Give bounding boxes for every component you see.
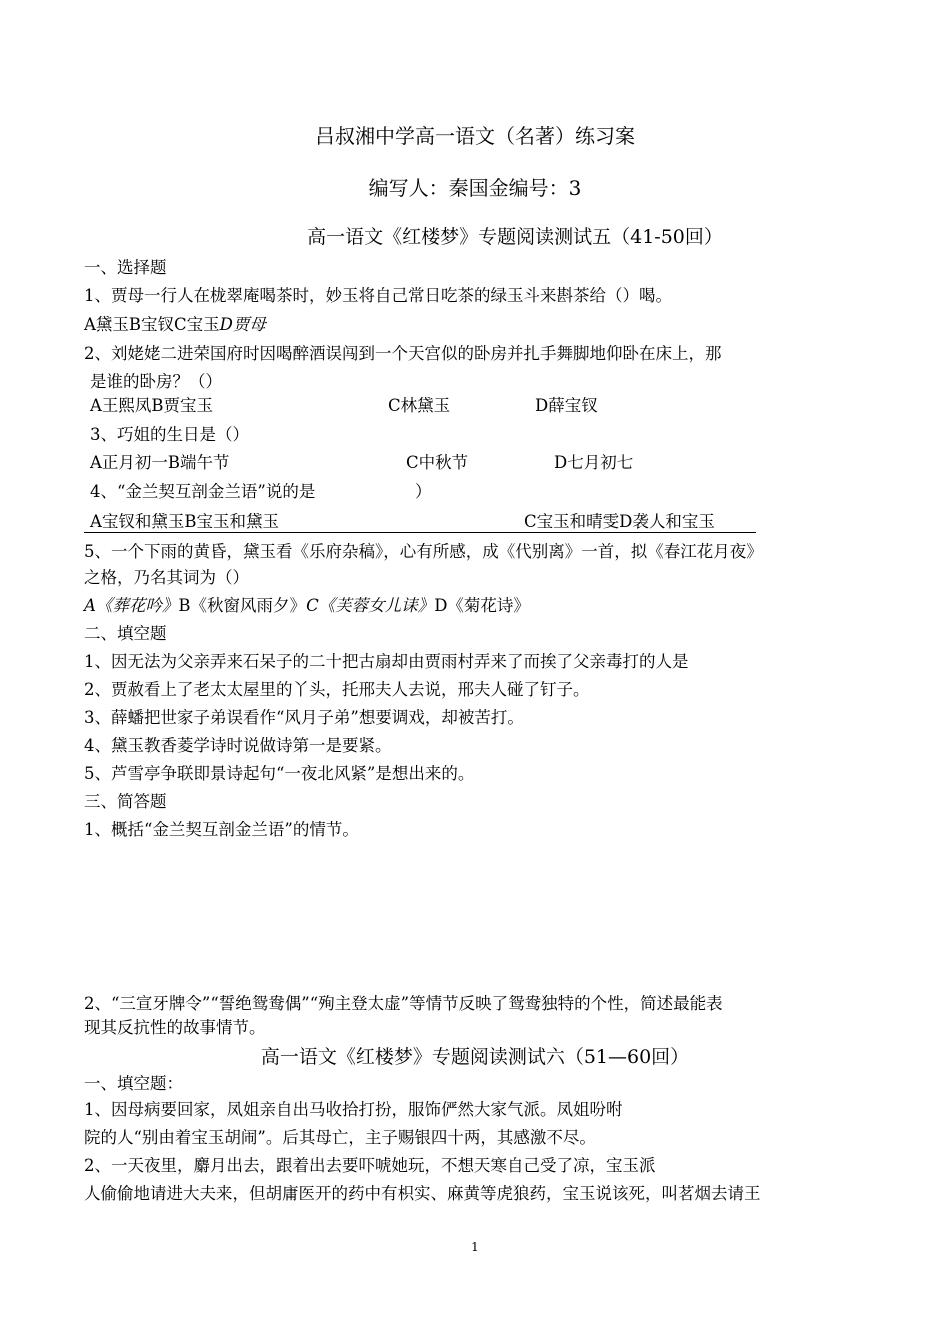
test6-fill-1-line2: 院的人“别由着宝玉胡闹”。后其母亡，主子赐银四十两，其感激不尽。 <box>84 1128 596 1147</box>
q5-option-c: C《芙蓉女儿诔》 <box>306 596 435 615</box>
test5-fill-1: 1、因无法为父亲弄来石呆子的二十把古扇却由贾雨村弄来了而挨了父亲毒打的人是 <box>84 652 689 671</box>
test5-short-2-line1: 2、“三宣牙牌令”“誓绝鸳鸯偶”“殉主登太虚”等情节反映了鸳鸯独特的个性，简述最能表 <box>84 994 723 1013</box>
q5-option-d: D《菊花诗》 <box>434 596 530 615</box>
test5-short-1: 1、概括“金兰契互剖金兰语”的情节。 <box>84 820 359 839</box>
test5-fill-4: 4、黛玉教香菱学诗时说做诗第一是要紧。 <box>84 736 392 755</box>
test6-title: 高一语文《红楼梦》专题阅读测试六（51—60回） <box>260 1046 690 1068</box>
test5-section-short: 三、简答题 <box>84 792 167 811</box>
test5-title: 高一语文《红楼梦》专题阅读测试五（41-50回） <box>307 226 723 248</box>
school-title: 吕叔湘中学高一语文（名著）练习案 <box>315 124 635 148</box>
test6-fill-2-line2: 人偷偷地请进大夫来，但胡庸医开的药中有枳实、麻黄等虎狼药，宝玉说该死，叫茗烟去请王 <box>84 1184 761 1203</box>
test6-fill-2-line1: 2、一天夜里，麝月出去，跟着出去要吓唬她玩，不想天寒自己受了凉，宝玉派 <box>84 1156 656 1175</box>
test5-q2-line1: 2、刘姥姥二进荣国府时因喝醉酒误闯到一个天宫似的卧房并扎手舞脚地仰卧在床上，那 <box>84 344 722 363</box>
test5-q4-option-ab: A宝钗和黛玉B宝玉和黛玉 <box>90 512 280 531</box>
test5-q3-option-ab: A正月初一B端午节 <box>90 453 230 472</box>
q1-option-d: D贾母 <box>219 315 266 334</box>
test5-q1-options <box>84 313 266 337</box>
test5-section-fill: 二、填空题 <box>84 624 167 643</box>
q1-options-abc: A黛玉B宝钗C宝玉 <box>84 315 220 334</box>
test5-fill-2: 2、贾赦看上了老太太屋里的丫头，托邢夫人去说，邢夫人碰了钉子。 <box>84 680 590 699</box>
test5-q1: 1、贾母一行人在栊翠庵喝茶时，妙玉将自己常日吃茶的绿玉斗来斟茶给（）喝。 <box>84 286 672 305</box>
test6-fill-1-line1: 1、因母病要回家，凤姐亲自出马收拾打扮，服饰俨然大家气派。凤姐吩咐 <box>84 1100 623 1119</box>
q5-option-a: A《葬花吟》 <box>84 596 179 615</box>
test5-q5-line1: 5、一个下雨的黄昏，黛玉看《乐府杂稿》，心有所感，成《代别离》一首，拟《春江花月夜》 <box>84 542 763 561</box>
test5-q2-line2: 是谁的卧房？（） <box>90 372 222 391</box>
page-number: 1 <box>471 1240 479 1254</box>
test5-q4: 4、“金兰契互剖金兰语”说的是 <box>90 482 316 501</box>
test5-q2-option-ab: A王熙凤B贾宝玉 <box>90 396 214 415</box>
test5-q3-option-c: C中秋节 <box>406 453 469 472</box>
test5-q4-paren: ） <box>415 482 432 501</box>
test5-q4-option-cd: C宝玉和晴雯D袭人和宝玉 <box>524 512 715 531</box>
test5-short-2-line2: 现其反抗性的故事情节。 <box>84 1018 266 1037</box>
test5-q3-option-d: D七月初七 <box>554 453 634 472</box>
q4-underline <box>84 532 756 533</box>
q5-option-b: B《秋窗风雨夕》 <box>178 596 307 615</box>
test5-q5-options <box>84 594 530 618</box>
test5-fill-3: 3、薛蟠把世家子弟误看作“风月子弟”想要调戏，却被苦打。 <box>84 708 524 727</box>
test5-section-choice: 一、选择题 <box>84 258 167 277</box>
test5-q5-line2: 之格，乃名其词为（） <box>84 568 249 587</box>
test5-q2-option-c: C林黛玉 <box>388 396 451 415</box>
author-line: 编写人：秦国金编号：3 <box>368 176 582 200</box>
test5-fill-5: 5、芦雪亭争联即景诗起句“一夜北风紧”是想出来的。 <box>84 764 475 783</box>
test6-section-fill: 一、填空题： <box>84 1074 183 1093</box>
test5-q3: 3、巧姐的生日是（） <box>90 425 249 444</box>
test5-q2-option-d: D薛宝钗 <box>535 396 598 415</box>
